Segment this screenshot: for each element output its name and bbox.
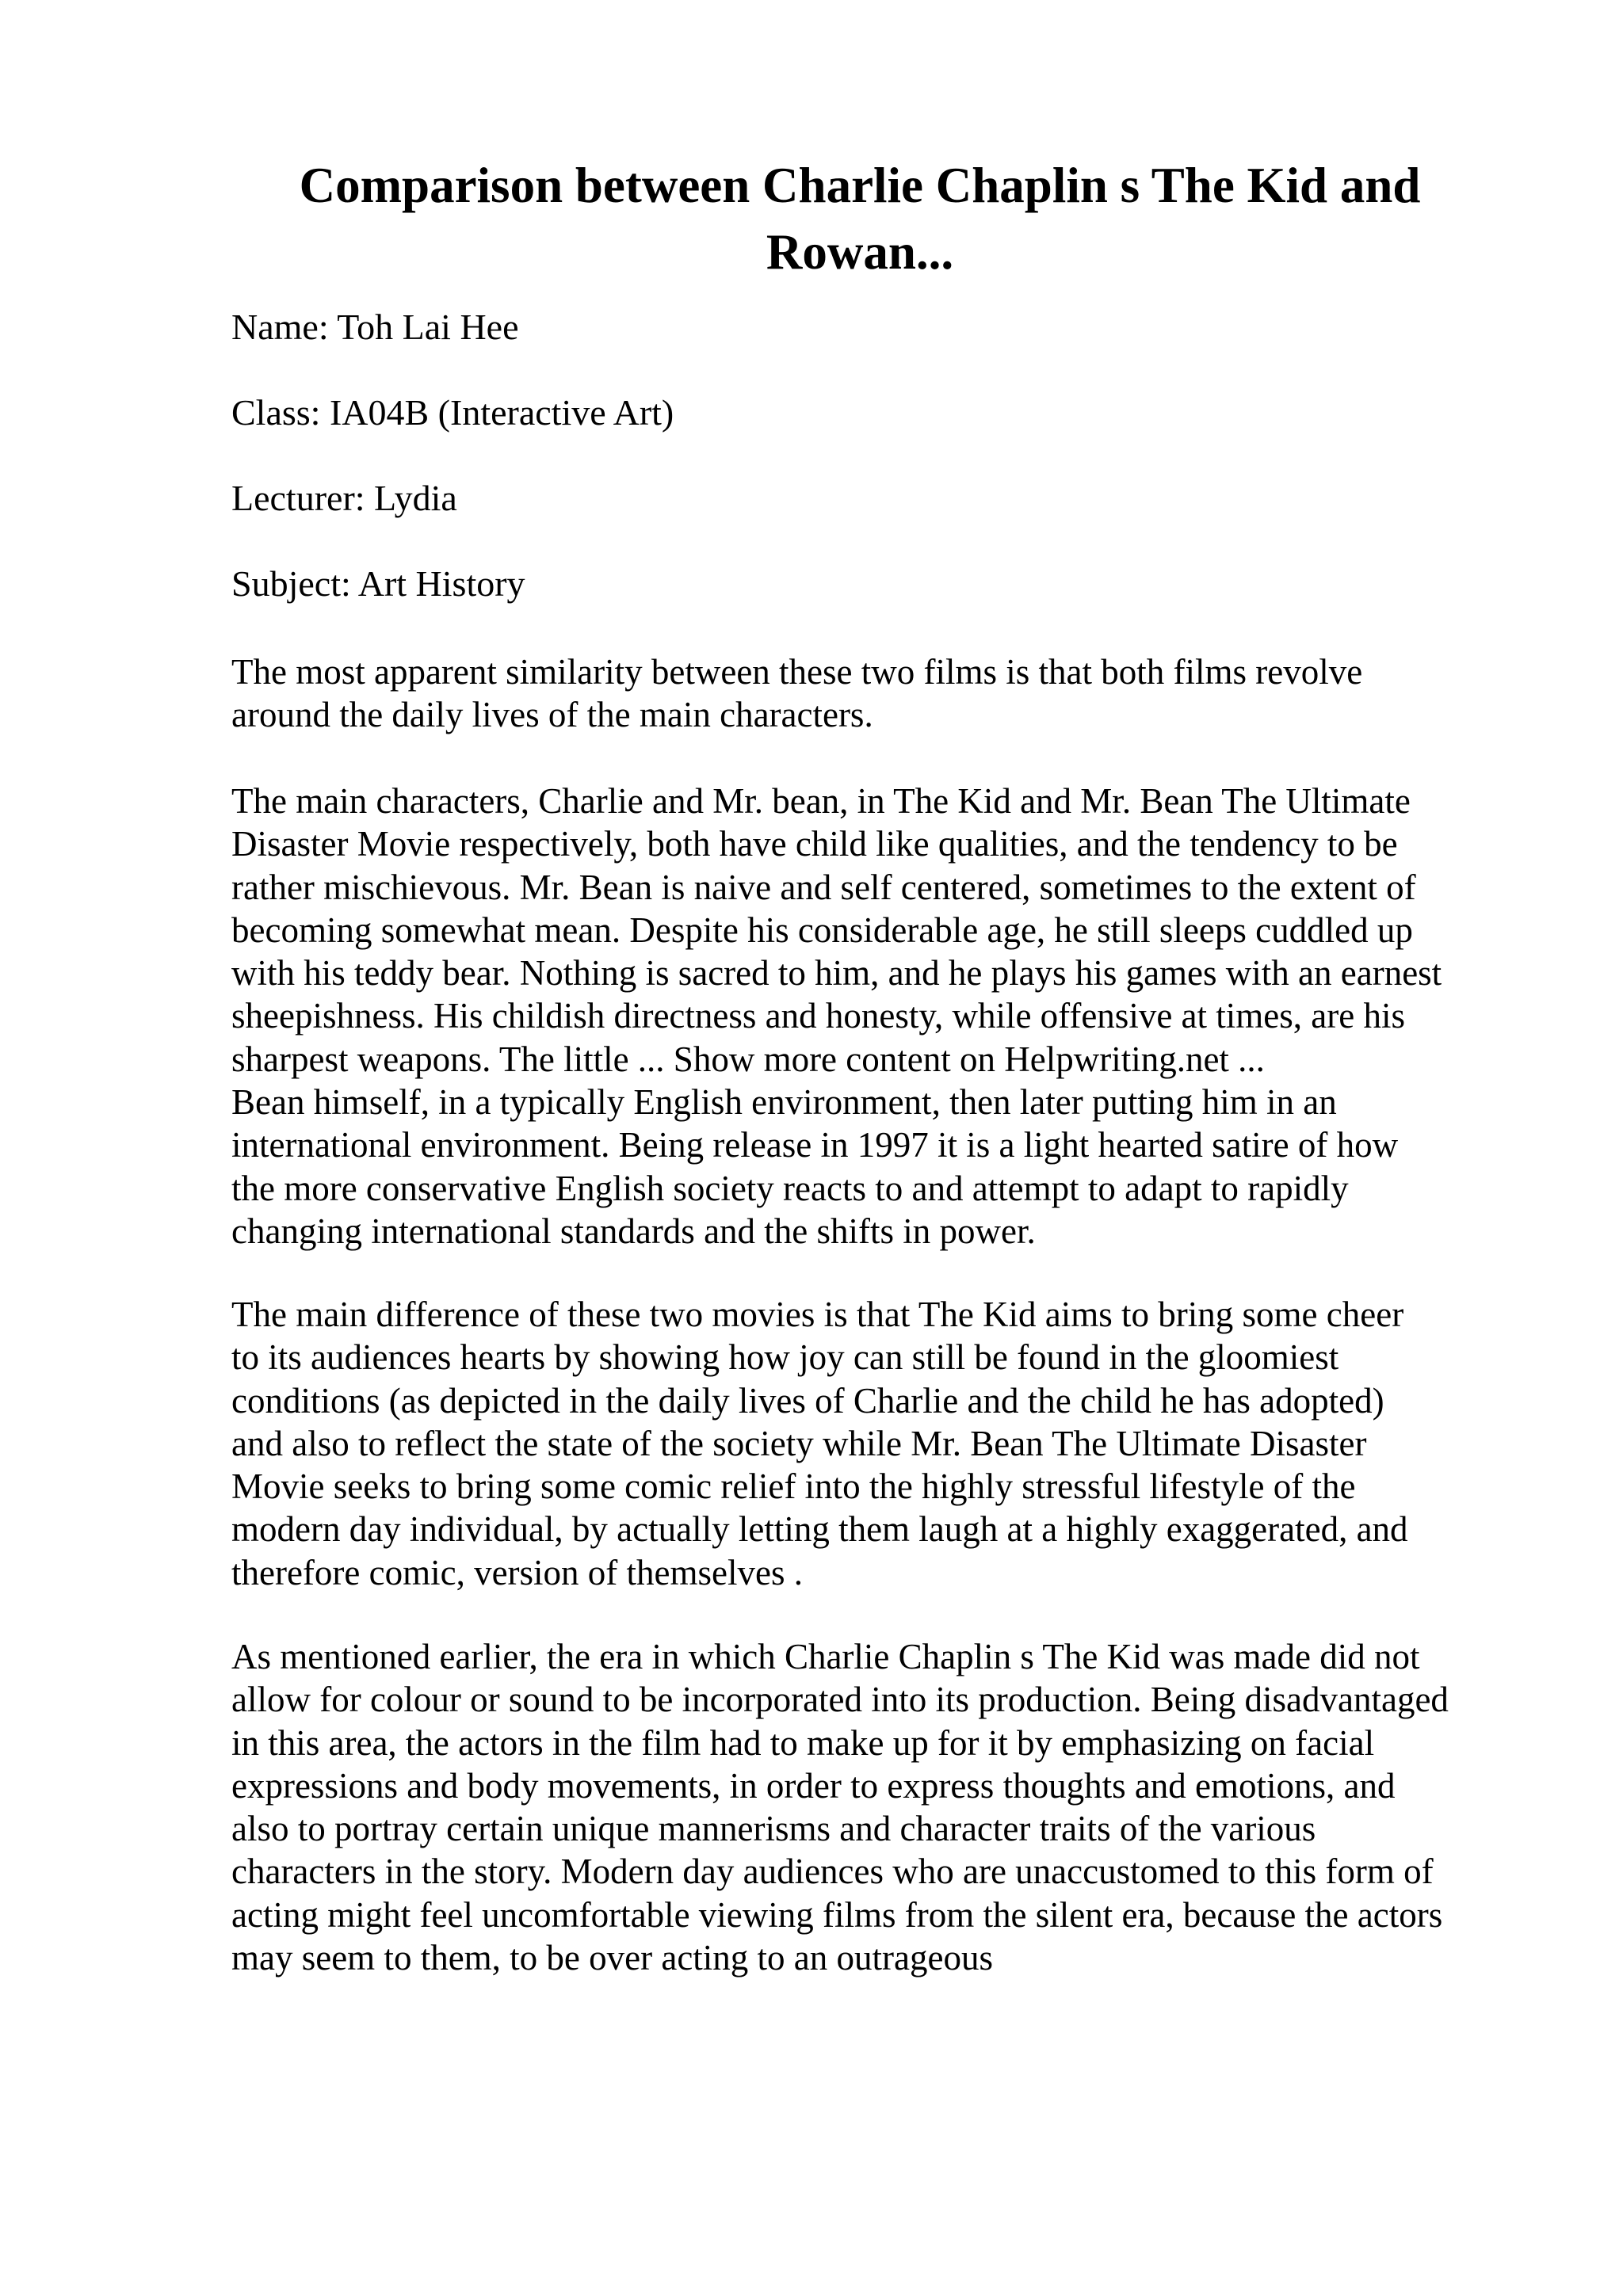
paragraph-line: sheepishness. His childish directness and honesty, while offensive at times, are his	[231, 996, 1405, 1036]
lecturer-field: Lecturer: Lydia	[231, 478, 457, 518]
class-field: Class: IA04B (Interactive Art)	[231, 392, 674, 433]
paragraph-line: to its audiences hearts by showing how joy can still be found in the gloomiest	[231, 1337, 1339, 1378]
paragraph-line: with his teddy bear. Nothing is sacred to him, and he plays his games with an earnest	[231, 953, 1442, 994]
paragraph-line: rather mischievous. Mr. Bean is naive and self centered, sometimes to the extent of	[231, 867, 1416, 907]
paragraph	[231, 1293, 1515, 1594]
paragraph	[231, 1635, 1515, 1979]
paragraph-line: changing international standards and the shifts in power.	[231, 1211, 1036, 1251]
paragraph-line: acting might feel uncomfortable viewing films from the silent era, because the actors	[231, 1894, 1443, 1935]
paragraph-line: international environment. Being release in 1997 it is a light hearted satire of how	[231, 1125, 1399, 1165]
title-line: Comparison between Charlie Chaplin s The Kid and	[299, 158, 1421, 213]
paragraph-line: The main characters, Charlie and Mr. bean, in The Kid and Mr. Bean The Ultimate	[231, 781, 1411, 821]
paragraph-line: may seem to them, to be over acting to an outrageous	[231, 1938, 993, 1978]
document-title	[230, 152, 1490, 285]
paragraph-line: in this area, the actors in the film had to make up for it by emphasizing on facial	[231, 1722, 1375, 1763]
paragraph-line: therefore comic, version of themselves .	[231, 1552, 803, 1592]
subject-field: Subject: Art History	[231, 563, 525, 604]
paragraph-line: Movie seeks to bring some comic relief into the highly stressful lifestyle of the	[231, 1466, 1356, 1507]
paragraph-line: also to portray certain unique mannerisms and character traits of the various	[231, 1809, 1316, 1849]
paragraph-line: allow for colour or sound to be incorporated into its production. Being disadvantaged	[231, 1680, 1449, 1720]
title-line: Rowan...	[766, 224, 954, 280]
paragraph-line: The most apparent similarity between these two films is that both films revolve	[231, 652, 1363, 692]
paragraph-line: modern day individual, by actually letting them laugh at a highly exaggerated, and	[231, 1509, 1408, 1550]
paragraph-line: As mentioned earlier, the era in which Charlie Chaplin s The Kid was made did not	[231, 1637, 1420, 1676]
paragraph	[231, 650, 1515, 737]
paragraph-line: and also to reflect the state of the society while Mr. Bean The Ultimate Disaster	[231, 1423, 1367, 1463]
paragraph-line: the more conservative English society reacts to and attempt to adapt to rapidly	[231, 1168, 1349, 1208]
paragraph-line: around the daily lives of the main characters.	[231, 695, 873, 735]
paragraph-line: sharpest weapons. The little ... Show more content on Helpwriting.net ...	[231, 1039, 1265, 1079]
paragraph-line: The main difference of these two movies is that The Kid aims to bring some cheer	[231, 1295, 1404, 1334]
paragraph	[231, 780, 1515, 1253]
paragraph-line: characters in the story. Modern day audiences who are unaccustomed to this form of	[231, 1852, 1434, 1892]
paragraph-line: conditions (as depicted in the daily lives of Charlie and the child he has adopted)	[231, 1380, 1384, 1421]
paragraph-line: Disaster Movie respectively, both have child like qualities, and the tendency to be	[231, 824, 1398, 864]
paragraph-line: becoming somewhat mean. Despite his considerable age, he still sleeps cuddled up	[231, 910, 1413, 950]
paragraph-line: expressions and body movements, in order to express thoughts and emotions, and	[231, 1765, 1396, 1806]
name-field: Name: Toh Lai Hee	[231, 307, 519, 347]
paragraph-line: Bean himself, in a typically English environment, then later putting him in an	[231, 1082, 1337, 1123]
